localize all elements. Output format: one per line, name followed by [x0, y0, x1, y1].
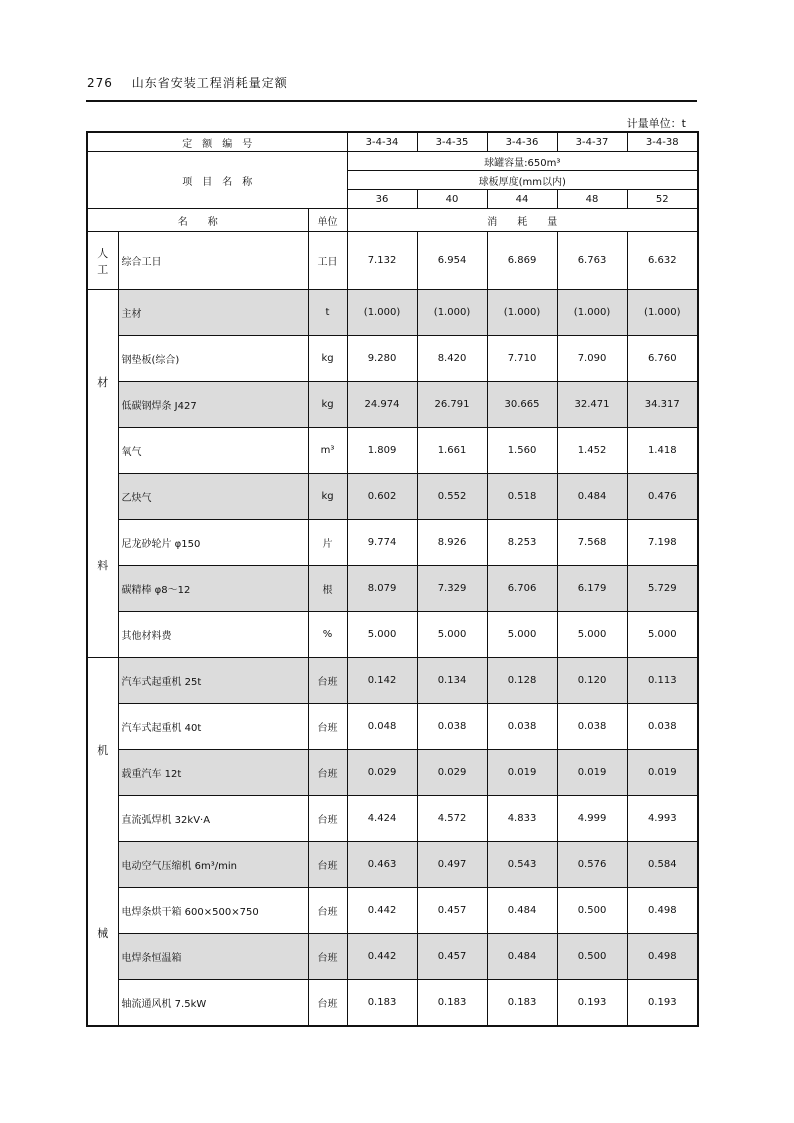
consumption-value: 0.500 — [557, 888, 627, 934]
table-row — [87, 232, 698, 290]
table-row — [87, 290, 698, 336]
thickness-value: 40 — [417, 190, 487, 209]
consumption-value: 6.763 — [557, 232, 627, 290]
table-row — [87, 980, 698, 1027]
resource-name: 钢垫板(综合) — [118, 336, 308, 382]
thickness-value: 36 — [347, 190, 417, 209]
consumption-value: (1.000) — [487, 290, 557, 336]
consumption-value: 5.729 — [627, 566, 698, 612]
consumption-value: 0.498 — [627, 934, 698, 980]
consumption-value: 0.120 — [557, 658, 627, 704]
resource-unit: 台班 — [308, 888, 347, 934]
consumption-value: 0.497 — [417, 842, 487, 888]
consumption-value: 0.463 — [347, 842, 417, 888]
consumption-value: 0.029 — [417, 750, 487, 796]
consumption-value: 4.999 — [557, 796, 627, 842]
category-char: 机 — [97, 743, 109, 757]
resource-name: 低碳钢焊条 J427 — [118, 382, 308, 428]
consumption-value: 6.760 — [627, 336, 698, 382]
consumption-value: 5.000 — [417, 612, 487, 658]
column-header-row — [87, 209, 698, 232]
consumption-value: 0.019 — [487, 750, 557, 796]
resource-unit: 台班 — [308, 750, 347, 796]
consumption-value: (1.000) — [417, 290, 487, 336]
resource-name: 电焊条烘干箱 600×500×750 — [118, 888, 308, 934]
consumption-value: 0.457 — [417, 934, 487, 980]
resource-name: 轴流通风机 7.5kW — [118, 980, 308, 1027]
consumption-value: 0.029 — [347, 750, 417, 796]
consumption-value: 0.048 — [347, 704, 417, 750]
consumption-value: 8.420 — [417, 336, 487, 382]
quota-no-label: 定 额 编 号 — [87, 132, 347, 152]
consumption-value: 5.000 — [487, 612, 557, 658]
quota-code: 3-4-35 — [417, 132, 487, 152]
consumption-value: 9.774 — [347, 520, 417, 566]
consumption-value: 0.134 — [417, 658, 487, 704]
category-char: 工 — [97, 262, 109, 276]
category-char: 械 — [97, 927, 109, 941]
consumption-value: 0.476 — [627, 474, 698, 520]
consumption-value: 0.442 — [347, 888, 417, 934]
resource-unit: kg — [308, 474, 347, 520]
consumption-value: 8.253 — [487, 520, 557, 566]
consumption-value: 0.183 — [487, 980, 557, 1027]
consumption-value: 0.113 — [627, 658, 698, 704]
consumption-value: (1.000) — [627, 290, 698, 336]
consumption-value: 1.560 — [487, 428, 557, 474]
resource-unit: t — [308, 290, 347, 336]
resource-unit: m³ — [308, 428, 347, 474]
consumption-value: 4.833 — [487, 796, 557, 842]
consumption-value: 7.710 — [487, 336, 557, 382]
quota-table — [86, 131, 699, 1027]
header-rule — [86, 100, 697, 102]
consumption-value: 8.079 — [347, 566, 417, 612]
consumption-value: 0.602 — [347, 474, 417, 520]
resource-name: 综合工日 — [118, 232, 308, 290]
consumption-value: 0.576 — [557, 842, 627, 888]
consumption-value: 0.584 — [627, 842, 698, 888]
consumption-value: 0.038 — [487, 704, 557, 750]
consumption-value: 4.993 — [627, 796, 698, 842]
consumption-value: 0.142 — [347, 658, 417, 704]
page-number: 276 — [87, 76, 113, 90]
consumption-value: 0.484 — [487, 888, 557, 934]
resource-unit: 工日 — [308, 232, 347, 290]
capacity-label: 球罐容量:650m³ — [347, 152, 698, 171]
resource-name: 尼龙砂轮片 φ150 — [118, 520, 308, 566]
consumption-value: 0.019 — [557, 750, 627, 796]
quota-code: 3-4-38 — [627, 132, 698, 152]
unit-column-header: 单位 — [308, 209, 347, 232]
consumption-value: 0.183 — [347, 980, 417, 1027]
category-label — [87, 232, 118, 290]
consumption-value: 4.424 — [347, 796, 417, 842]
category-char: 材 — [97, 375, 109, 389]
table-row — [87, 474, 698, 520]
consumption-value: 0.193 — [627, 980, 698, 1027]
consumption-value: 7.568 — [557, 520, 627, 566]
table-row — [87, 842, 698, 888]
thickness-value: 48 — [557, 190, 627, 209]
consumption-value: 0.442 — [347, 934, 417, 980]
resource-unit: 台班 — [308, 796, 347, 842]
consumption-value: 0.498 — [627, 888, 698, 934]
table-row — [87, 612, 698, 658]
quota-code: 3-4-37 — [557, 132, 627, 152]
consumption-value: 0.457 — [417, 888, 487, 934]
book-title: 山东省安装工程消耗量定额 — [131, 76, 288, 90]
consumption-value: 1.452 — [557, 428, 627, 474]
consumption-value: (1.000) — [557, 290, 627, 336]
quota-code: 3-4-34 — [347, 132, 417, 152]
consumption-value: 0.552 — [417, 474, 487, 520]
consumption-value: 0.193 — [557, 980, 627, 1027]
resource-name: 电焊条恒温箱 — [118, 934, 308, 980]
consumption-value: 32.471 — [557, 382, 627, 428]
table-row — [87, 428, 698, 474]
resource-unit: 根 — [308, 566, 347, 612]
consumption-value: 0.019 — [627, 750, 698, 796]
thickness-label: 球板厚度(mm以内) — [347, 171, 698, 190]
consumption-value: 9.280 — [347, 336, 417, 382]
table-row — [87, 750, 698, 796]
consumption-value: 5.000 — [347, 612, 417, 658]
table-row — [87, 934, 698, 980]
category-label — [87, 658, 118, 1027]
resource-unit: 台班 — [308, 980, 347, 1027]
resource-name: 主材 — [118, 290, 308, 336]
table-row — [87, 566, 698, 612]
page-header — [87, 74, 288, 91]
resource-name: 汽车式起重机 25t — [118, 658, 308, 704]
resource-name: 载重汽车 12t — [118, 750, 308, 796]
table-row — [87, 704, 698, 750]
table-row — [87, 382, 698, 428]
consumption-value: 1.809 — [347, 428, 417, 474]
category-chars — [88, 232, 118, 289]
thickness-value: 44 — [487, 190, 557, 209]
resource-unit: 台班 — [308, 658, 347, 704]
consumption-value: 0.183 — [417, 980, 487, 1027]
consumption-value: 34.317 — [627, 382, 698, 428]
thickness-value: 52 — [627, 190, 698, 209]
category-char: 人 — [97, 246, 109, 260]
category-chars — [88, 290, 118, 657]
consumption-value: 6.632 — [627, 232, 698, 290]
consumption-value: 24.974 — [347, 382, 417, 428]
category-chars — [88, 658, 118, 1025]
resource-name: 电动空气压缩机 6m³/min — [118, 842, 308, 888]
consumption-value: 8.926 — [417, 520, 487, 566]
resource-unit: kg — [308, 382, 347, 428]
resource-unit: 台班 — [308, 704, 347, 750]
consumption-value: 0.038 — [557, 704, 627, 750]
consumption-value: 5.000 — [557, 612, 627, 658]
consumption-value: 0.543 — [487, 842, 557, 888]
table-row — [87, 658, 698, 704]
consumption-value: 6.179 — [557, 566, 627, 612]
resource-name: 直流弧焊机 32kV·A — [118, 796, 308, 842]
consumption-value: 30.665 — [487, 382, 557, 428]
consumption-value: 0.038 — [627, 704, 698, 750]
category-char: 料 — [97, 559, 109, 573]
resource-name: 乙炔气 — [118, 474, 308, 520]
resource-name: 氧气 — [118, 428, 308, 474]
consumption-value: 7.090 — [557, 336, 627, 382]
table-row — [87, 520, 698, 566]
item-name-label: 项 目 名 称 — [87, 152, 347, 209]
resource-name: 其他材料费 — [118, 612, 308, 658]
resource-unit: % — [308, 612, 347, 658]
consumption-value: 0.500 — [557, 934, 627, 980]
consumption-column-header: 消 耗 量 — [347, 209, 698, 232]
consumption-value: (1.000) — [347, 290, 417, 336]
resource-unit: 片 — [308, 520, 347, 566]
consumption-value: 0.484 — [557, 474, 627, 520]
consumption-value: 6.706 — [487, 566, 557, 612]
consumption-value: 7.132 — [347, 232, 417, 290]
table-row — [87, 336, 698, 382]
resource-name: 汽车式起重机 40t — [118, 704, 308, 750]
consumption-value: 1.418 — [627, 428, 698, 474]
resource-unit: kg — [308, 336, 347, 382]
unit-note: 计量单位：t — [626, 117, 686, 130]
resource-name: 碳精棒 φ8～12 — [118, 566, 308, 612]
consumption-value: 1.661 — [417, 428, 487, 474]
consumption-value: 4.572 — [417, 796, 487, 842]
resource-unit: 台班 — [308, 842, 347, 888]
consumption-value: 6.869 — [487, 232, 557, 290]
consumption-value: 6.954 — [417, 232, 487, 290]
quota-code-row — [87, 132, 698, 152]
table-row — [87, 888, 698, 934]
consumption-value: 0.484 — [487, 934, 557, 980]
resource-unit: 台班 — [308, 934, 347, 980]
consumption-value: 5.000 — [627, 612, 698, 658]
consumption-value: 0.518 — [487, 474, 557, 520]
consumption-value: 7.329 — [417, 566, 487, 612]
consumption-value: 0.038 — [417, 704, 487, 750]
name-column-header: 名 称 — [87, 209, 308, 232]
consumption-value: 26.791 — [417, 382, 487, 428]
quota-code: 3-4-36 — [487, 132, 557, 152]
consumption-value: 7.198 — [627, 520, 698, 566]
capacity-row — [87, 152, 698, 171]
category-label — [87, 290, 118, 658]
consumption-value: 0.128 — [487, 658, 557, 704]
table-row — [87, 796, 698, 842]
